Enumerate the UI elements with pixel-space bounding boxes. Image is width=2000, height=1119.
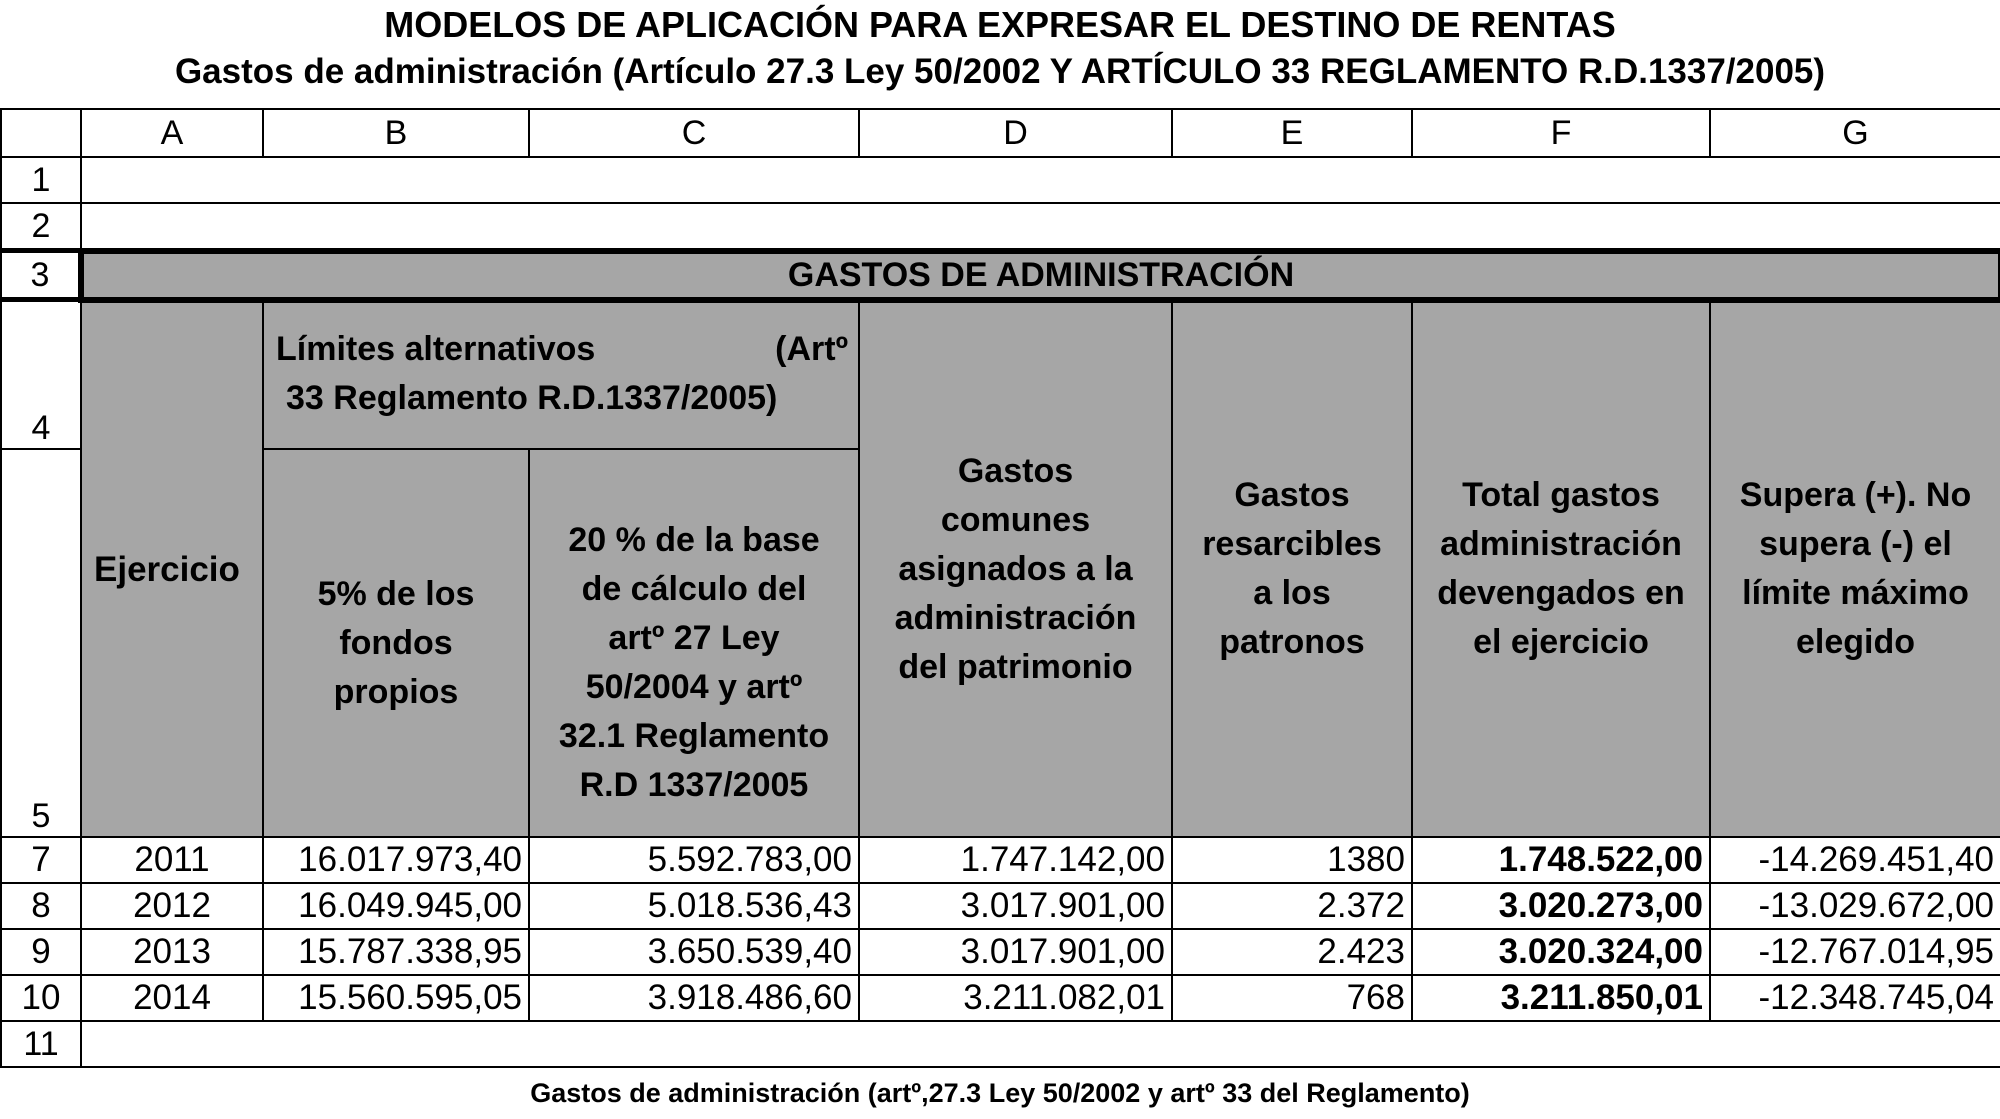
sheet-row-11 <box>1 1021 2000 1067</box>
cell-total-gastos[interactable]: 3.211.850,01 <box>1412 975 1710 1021</box>
header-line: Supera (+). No <box>1739 476 1972 515</box>
sheet-row-2 <box>1 203 2000 251</box>
cell-supera[interactable]: -12.767.014,95 <box>1710 929 2000 975</box>
cell-ejercicio[interactable]: 2012 <box>81 883 263 929</box>
sheet-row-1 <box>1 157 2000 203</box>
header-supera-limite[interactable] <box>1710 300 2000 838</box>
header-line: administración <box>1440 525 1682 564</box>
document-subtitle: Gastos de administración (Artículo 27.3 Ley 50/2002 Y ARTÍCULO 33 REGLAMENTO R.D.1337/2005) <box>174 52 1826 91</box>
cell-fondos-propios[interactable]: 16.017.973,40 <box>263 837 529 883</box>
column-header-a[interactable]: A <box>81 109 263 157</box>
document-title: MODELOS DE APLICACIÓN PARA EXPRESAR EL DESTINO DE RENTAS <box>384 4 1616 45</box>
header-line: elegido <box>1795 623 1916 662</box>
header-line: Gastos <box>957 451 1074 490</box>
header-line: 20 % de la base <box>568 521 820 559</box>
column-header-e[interactable]: E <box>1172 109 1412 157</box>
sheet-row-4 <box>1 300 2000 450</box>
cell-gastos-resarcibles[interactable]: 1380 <box>1172 837 1412 883</box>
row-number[interactable]: 11 <box>1 1021 81 1067</box>
cell-gastos-comunes[interactable]: 1.747.142,00 <box>859 837 1172 883</box>
header-line: asignados a la <box>898 549 1133 588</box>
empty-row-cells[interactable] <box>81 157 2000 203</box>
row-number[interactable]: 3 <box>1 251 81 300</box>
row-number[interactable]: 2 <box>1 203 81 251</box>
cell-total-gastos[interactable]: 3.020.273,00 <box>1412 883 1710 929</box>
cell-supera[interactable]: -14.269.451,40 <box>1710 837 2000 883</box>
cell-fondos-propios[interactable]: 15.560.595,05 <box>263 975 529 1021</box>
header-base-calculo[interactable] <box>529 449 859 837</box>
cell-supera[interactable]: -13.029.672,00 <box>1710 883 2000 929</box>
empty-row-cells[interactable] <box>81 203 2000 251</box>
table-banner[interactable]: GASTOS DE ADMINISTRACIÓN <box>81 251 2000 300</box>
header-line: el ejercicio <box>1473 623 1649 662</box>
header-line: supera (-) el <box>1759 525 1952 564</box>
empty-row-cells[interactable] <box>81 1021 2000 1067</box>
cell-gastos-resarcibles[interactable]: 2.423 <box>1172 929 1412 975</box>
table-row <box>1 929 2000 975</box>
cell-total-gastos[interactable]: 1.748.522,00 <box>1412 837 1710 883</box>
header-line: resarcibles <box>1202 525 1382 564</box>
column-header-f[interactable]: F <box>1412 109 1710 157</box>
header-line: Gastos <box>1234 476 1350 515</box>
header-line: artº 27 Ley <box>608 619 780 657</box>
sheet-row-3 <box>1 251 2000 300</box>
row-number[interactable]: 9 <box>1 929 81 975</box>
header-ejercicio[interactable]: Ejercicio <box>81 300 263 838</box>
cell-ejercicio[interactable]: 2011 <box>81 837 263 883</box>
cell-total-gastos[interactable]: 3.020.324,00 <box>1412 929 1710 975</box>
header-line: comunes <box>940 500 1091 539</box>
row-number[interactable]: 7 <box>1 837 81 883</box>
cell-ejercicio[interactable]: 2013 <box>81 929 263 975</box>
header-line: administración <box>894 598 1137 637</box>
cell-gastos-resarcibles[interactable]: 2.372 <box>1172 883 1412 929</box>
table-row <box>1 975 2000 1021</box>
header-line: del patrimonio <box>898 647 1133 686</box>
corner-cell[interactable] <box>1 109 81 157</box>
cell-base-calculo[interactable]: 3.650.539,40 <box>529 929 859 975</box>
header-line: 50/2004 y artº <box>585 668 803 706</box>
header-line: fondos <box>339 623 453 662</box>
cell-gastos-comunes[interactable]: 3.017.901,00 <box>859 883 1172 929</box>
cell-gastos-comunes[interactable]: 3.211.082,01 <box>859 975 1172 1021</box>
cell-ejercicio[interactable]: 2014 <box>81 975 263 1021</box>
cell-supera[interactable]: -12.348.745,04 <box>1710 975 2000 1021</box>
header-line: devengados en <box>1437 574 1685 613</box>
cell-base-calculo[interactable]: 5.592.783,00 <box>529 837 859 883</box>
column-header-c[interactable]: C <box>529 109 859 157</box>
header-line: propios <box>333 672 459 711</box>
row-number[interactable]: 4 <box>1 300 81 450</box>
cell-fondos-propios[interactable]: 15.787.338,95 <box>263 929 529 975</box>
cell-gastos-comunes[interactable]: 3.017.901,00 <box>859 929 1172 975</box>
column-header-d[interactable]: D <box>859 109 1172 157</box>
table-row <box>1 883 2000 929</box>
cell-gastos-resarcibles[interactable]: 768 <box>1172 975 1412 1021</box>
header-line: 5% de los <box>317 574 475 613</box>
row-number[interactable]: 10 <box>1 975 81 1021</box>
header-line: patronos <box>1219 623 1365 662</box>
cell-base-calculo[interactable]: 5.018.536,43 <box>529 883 859 929</box>
header-line: Total gastos <box>1462 476 1660 515</box>
header-line: de cálculo del <box>581 570 807 608</box>
cell-fondos-propios[interactable]: 16.049.945,00 <box>263 883 529 929</box>
limites-art-text: (Artº <box>775 329 848 368</box>
header-gastos-resarcibles[interactable] <box>1172 300 1412 838</box>
table-row <box>1 837 2000 883</box>
row-number[interactable]: 1 <box>1 157 81 203</box>
header-fondos-propios[interactable] <box>263 449 529 837</box>
header-total-gastos[interactable] <box>1412 300 1710 838</box>
row-number[interactable]: 8 <box>1 883 81 929</box>
figure-caption: Gastos de administración (artº,27.3 Ley 50/2002 y artº 33 del Reglamento) <box>530 1078 1470 1108</box>
header-line: 32.1 Reglamento <box>558 717 830 755</box>
column-header-g[interactable]: G <box>1710 109 2000 157</box>
limites-label-text: Límites alternativos <box>276 329 596 368</box>
row-number[interactable]: 5 <box>1 449 81 837</box>
header-limites-alternativos[interactable] <box>263 300 859 450</box>
column-header-row <box>1 109 2000 157</box>
spreadsheet-table <box>0 108 2000 1068</box>
header-line: límite máximo <box>1742 574 1969 613</box>
limites-reglamento-text: 33 Reglamento R.D.1337/2005) <box>286 378 778 417</box>
column-header-b[interactable]: B <box>263 109 529 157</box>
header-line: a los <box>1253 574 1331 613</box>
header-gastos-comunes[interactable] <box>859 300 1172 838</box>
cell-base-calculo[interactable]: 3.918.486,60 <box>529 975 859 1021</box>
header-line: R.D 1337/2005 <box>579 766 809 804</box>
